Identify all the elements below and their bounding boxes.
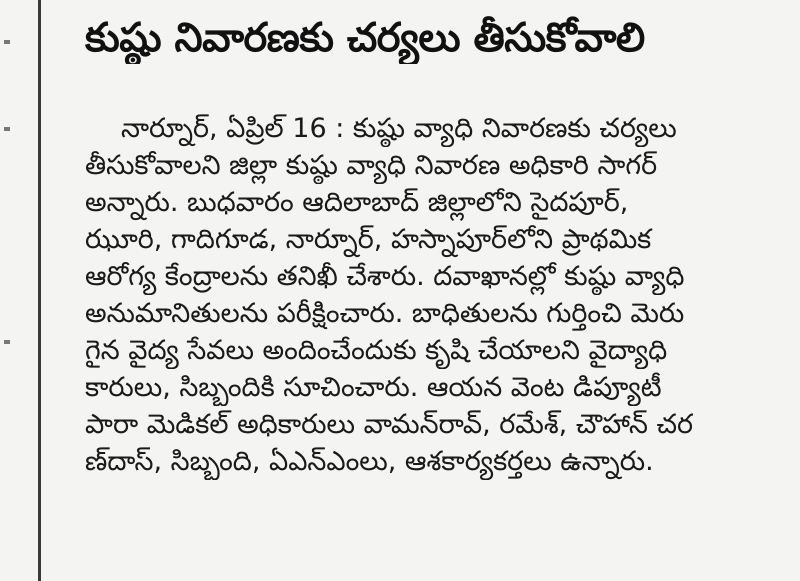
article-line: కారులు, సిబ్బందికి సూచించారు. ఆయన వెంట డిప్యూటీ xyxy=(85,372,662,403)
article-line: ణ్‌దాస్, సిబ్బంది, ఏఎన్ఎంలు, ఆశకార్యకర్తలు ఉన్నారు. xyxy=(85,446,654,477)
edge-mark xyxy=(4,340,10,344)
edge-mark xyxy=(4,127,10,131)
article-line: ఝూరి, గాదిగూడ, నార్నూర్, హస్నాపూర్‌లోని ప్రాథమిక xyxy=(85,224,652,255)
article-body xyxy=(85,110,775,480)
article-line: నార్నూర్, ఏప్రిల్ 16 : కుష్ఠు వ్యాధి నివారణకు చర్యలు xyxy=(121,113,677,144)
article-line: తీసుకోవాలని జిల్లా కుష్ఠు వ్యాధి నివారణ అధికారి సాగర్ xyxy=(85,150,658,181)
article-line: అన్నారు. బుధవారం ఆదిలాబాద్ జిల్లాలోని సైదపూర్, xyxy=(85,187,629,218)
article-line: పారా మెడికల్ అధికారులు వామన్‌రావ్, రమేశ్, చౌహాన్ చర xyxy=(85,409,694,440)
article-line: అనుమానితులను పరీక్షించారు. బాధితులను గుర్తించి మెరు xyxy=(85,298,685,329)
edge-mark xyxy=(4,40,10,44)
article-line: గైన వైద్య సేవలు అందించేందుకు కృషి చేయాలని వైద్యాధి xyxy=(85,335,668,366)
article-headline: కుష్ఠు నివారణకు చర్యలు తీసుకోవాలి xyxy=(85,15,645,61)
column-rule xyxy=(38,0,41,581)
cut-off-text-line xyxy=(85,571,775,581)
article-line: ఆరోగ్య కేంద్రాలను తనిఖీ చేశారు. దవాఖానల్లో కుష్ఠు వ్యాధి xyxy=(85,261,685,292)
